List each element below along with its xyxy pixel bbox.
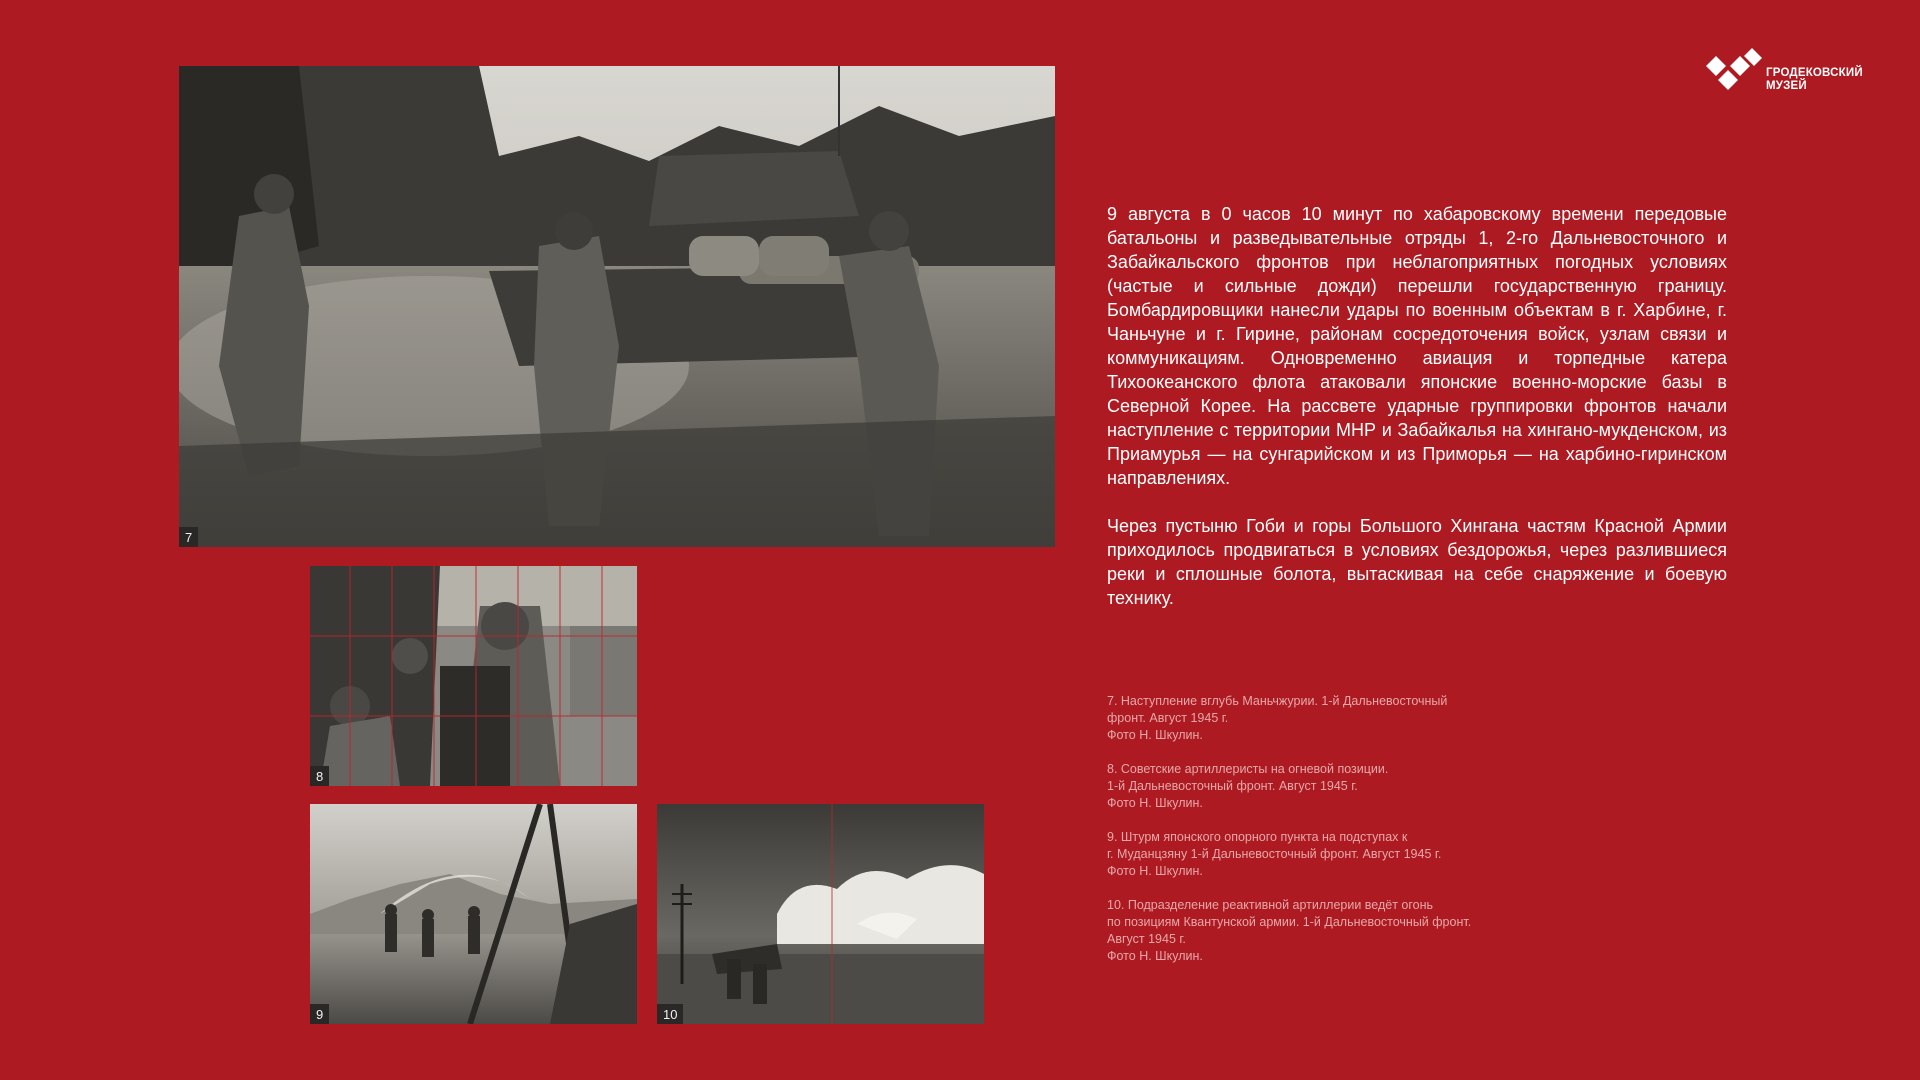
- photo-8-artillerymen: [310, 566, 637, 786]
- caption-line: Август 1945 г.: [1107, 932, 1186, 946]
- logo-line-2: МУЗЕЙ: [1766, 80, 1807, 92]
- caption-line: Фото Н. Шкулин.: [1107, 728, 1203, 742]
- caption-line: Фото Н. Шкулин.: [1107, 796, 1203, 810]
- caption-line: 7. Наступление вглубь Маньчжурии. 1-й Дальневосточный: [1107, 694, 1448, 708]
- caption-8: [1107, 761, 1587, 812]
- logo-line-1: ГРОДЕКОВСКИЙ: [1766, 67, 1863, 79]
- logo-mark-icon: [1704, 46, 1764, 96]
- caption-line: 1-й Дальневосточный фронт. Август 1945 г.: [1107, 779, 1358, 793]
- caption-line: фронт. Август 1945 г.: [1107, 711, 1229, 725]
- main-text: [1107, 202, 1727, 634]
- caption-line: г. Муданцзяну 1-й Дальневосточный фронт. Август 1945 г.: [1107, 847, 1442, 861]
- caption-line: Фото Н. Шкулин.: [1107, 864, 1203, 878]
- museum-logo: [1704, 46, 1864, 96]
- caption-7: [1107, 693, 1587, 744]
- photo-9-assault: [310, 804, 637, 1024]
- photo-7-soldiers-tank: [179, 66, 1055, 547]
- photo-9-number: 9: [310, 1004, 329, 1024]
- photo-captions: [1107, 693, 1587, 982]
- photo-10-number: 10: [657, 1004, 683, 1024]
- caption-10: [1107, 897, 1587, 965]
- caption-line: Фото Н. Шкулин.: [1107, 949, 1203, 963]
- logo-text: [1766, 67, 1863, 93]
- main-paragraph-1: 9 августа в 0 часов 10 минут по хабаровскому времени передовые батальоны и разведывательные отряды 1, 2-го Дальневосточного и Забайкальского фронтов при неблагоприятных погодных условиях (частые и сильные дожди) перешли государственную границу. Бомбардировщики нанесли удары по военным объектам в г. Харбине, г. Чаньчуне и г. Гирине, районам сосредоточения войск, узлам связи и коммуникациям. Одновременно авиация и торпедные катера Тихоокеанского флота атаковали японские военно-морские базы в Северной Корее. На рассвете ударные группировки фронтов начали наступление с территории МНР и Забайкалья на хингано-мукденском, из Приамурья — на сунгарийском и из Приморья — на харбино-гиринском направлениях.: [1107, 204, 1727, 488]
- main-paragraph-2: Через пустыню Гоби и горы Большого Хингана частям Красной Армии приходилось продвигаться в условиях бездорожья, через разлившиеся реки и сплошные болота, вытаскивая на себе снаряжение и боевую технику.: [1107, 516, 1727, 608]
- caption-9: [1107, 829, 1587, 880]
- photo-10-rocket-artillery: [657, 804, 984, 1024]
- caption-line: 8. Советские артиллеристы на огневой позиции.: [1107, 762, 1389, 776]
- caption-line: по позициям Квантунской армии. 1-й Дальневосточный фронт.: [1107, 915, 1472, 929]
- photo-8-number: 8: [310, 766, 329, 786]
- photo-7-number: 7: [179, 527, 198, 547]
- caption-line: 10. Подразделение реактивной артиллерии ведёт огонь: [1107, 898, 1434, 912]
- caption-line: 9. Штурм японского опорного пункта на подступах к: [1107, 830, 1408, 844]
